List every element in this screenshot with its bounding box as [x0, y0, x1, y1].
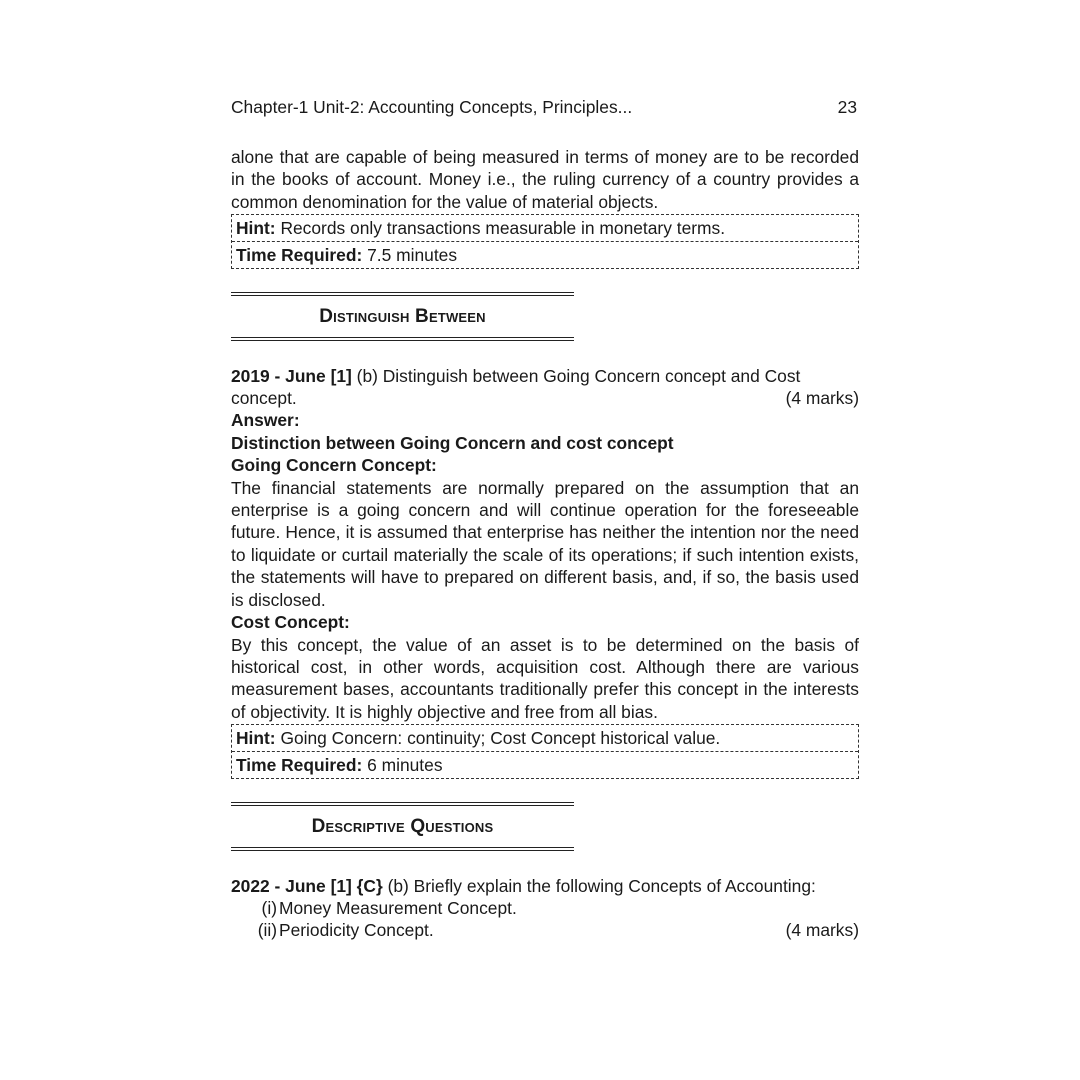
double-rule-bottom: [231, 847, 574, 851]
hint-row: [232, 725, 858, 751]
answer-label: Answer:: [231, 410, 300, 431]
hint-text: Going Concern: continuity; Cost Concept historical value.: [275, 728, 721, 749]
sub-item-text: Periodicity Concept.: [279, 920, 434, 941]
answer-heading: Distinction between Going Concern and cost concept: [231, 432, 674, 453]
going-concern-paragraph: The financial statements are normally prepared on the assumption that an enterprise is a going concern and will continue operation for the foreseeable future. Hence, it is assumed that enterprise has neither the intention nor the need to liquidate or curtail materially the scale of its operations; if such intention exists, the statements will have to prepared on different basis, and, if so, the basis used is disclosed.: [231, 477, 859, 610]
question-ref: 2022 - June [1] {C}: [231, 875, 383, 896]
question-line: [231, 365, 859, 387]
time-required-value: 7.5 minutes: [362, 245, 458, 266]
going-concern-heading: Going Concern Concept:: [231, 455, 437, 476]
time-required-row: [232, 751, 858, 778]
sub-item-number: (i): [261, 897, 277, 918]
time-required-label: Time Required:: [236, 755, 363, 776]
hint-row: [232, 215, 858, 241]
double-rule-bottom: [231, 337, 574, 341]
hint-label: Hint:: [236, 218, 276, 239]
time-required-label: Time Required:: [236, 245, 363, 266]
section-title: Distinguish Between: [319, 306, 486, 328]
question-text: (b) Briefly explain the following Concepts of Accounting:: [382, 875, 816, 896]
time-required-row: [232, 241, 858, 268]
time-required-value: 6 minutes: [362, 755, 443, 776]
intro-paragraph: alone that are capable of being measured in terms of money are to be recorded in the books of account. Money i.e., the ruling currency of a country provides a common denomination for the value of material objects.: [231, 147, 859, 212]
section-heading-descriptive: [231, 802, 574, 850]
document-page: [231, 96, 859, 942]
section-title: Descriptive Questions: [311, 816, 494, 838]
cost-concept-paragraph: By this concept, the value of an asset is to be determined on the basis of historical cost, in other words, acquisition cost. Although there are various measurement bases, accountants traditionally prefer this concept in the interests of objectivity. It is highly objective and free from all bias.: [231, 634, 859, 722]
sub-item-marks: (4 marks): [785, 920, 859, 941]
hint-box-1: [231, 214, 859, 269]
question-marks: (4 marks): [785, 388, 859, 409]
hint-text: Records only transactions measurable in monetary terms.: [275, 218, 726, 239]
sub-item-text: Money Measurement Concept.: [279, 897, 517, 918]
question-ref: 2019 - June [1]: [231, 365, 352, 386]
question-cont: concept.: [231, 388, 297, 409]
sub-item-number: (ii): [257, 920, 277, 941]
question-continuation: [231, 387, 859, 409]
cost-concept-heading: Cost Concept:: [231, 612, 350, 633]
question-block-2022: [231, 875, 859, 942]
section-heading-distinguish: [231, 292, 574, 340]
question-block-2019: [231, 365, 859, 724]
question-line: [231, 875, 859, 897]
running-title: Chapter-1 Unit-2: Accounting Concepts, Principles...: [231, 97, 633, 117]
sub-item-ii: [231, 919, 859, 941]
sub-item-i: [231, 897, 859, 919]
running-header: [231, 96, 859, 118]
hint-box-2: [231, 724, 859, 779]
question-text: (b) Distinguish between Going Concern concept and Cost: [351, 365, 801, 386]
page-number: 23: [837, 97, 857, 117]
hint-label: Hint:: [236, 728, 276, 749]
